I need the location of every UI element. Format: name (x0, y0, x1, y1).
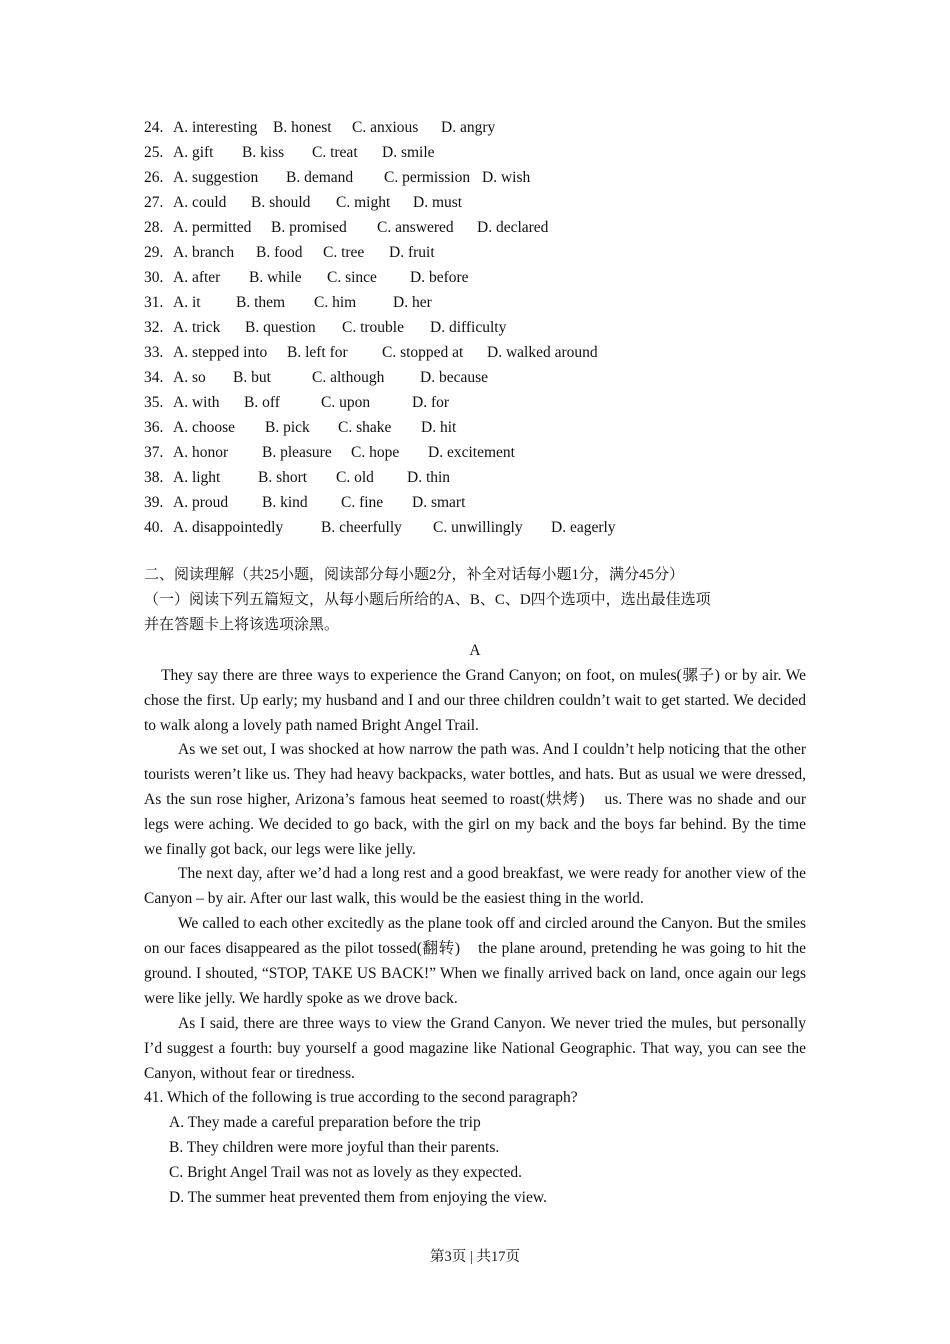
option-row-27: 27. A. could B. should C. might D. must (144, 194, 463, 211)
passage-paragraph-5: As I said, there are three ways to view the Grand Canyon. We never tried the mules, but personally I’d suggest a fourth: buy yourself a good magazine like National Geographic. That way, you can see the Canyon, without fear or tiredness. (144, 1015, 806, 1082)
option-row-37: 37. A. honor B. pleasure C. hope D. excitement (144, 444, 515, 461)
question-41-choice-a: A. They made a careful preparation before the trip (169, 1114, 481, 1131)
option-row-25: 25. A. gift B. kiss C. treat D. smile (144, 144, 435, 161)
option-row-28: 28. A. permitted B. promised C. answered D. declared (144, 219, 549, 236)
section-instruction-line1: （一）阅读下列五篇短文，从每小题后所给的A、B、C、D四个选项中，选出最佳选项 (144, 592, 711, 608)
page-footer: 第3页 | 共17页 (430, 1249, 520, 1265)
option-row-35: 35. A. with B. off C. upon D. for (144, 394, 450, 411)
option-row-26: 26. A. suggestion B. demand C. permission D. wish (144, 169, 531, 186)
section-instruction-line2: 并在答题卡上将该选项涂黑。 (144, 617, 340, 633)
option-row-31: 31. A. it B. them C. him D. her (144, 294, 432, 311)
option-row-30: 30. A. after B. while C. since D. before (144, 269, 469, 286)
passage-paragraph-3: The next day, after we’d had a long rest and a good breakfast, we were ready for another view of the Canyon – by air. After our last walk, this would be the easiest thing in the world. (144, 865, 806, 907)
passage-paragraph-2: As we set out, I was shocked at how narrow the path was. And I couldn’t help noticing that the other tourists weren’t like us. They had heavy backpacks, water bottles, and hats. But as usual we were dressed, As the sun rose higher, Arizona’s famous heat seemed to roast(烘烤) us. There was no shade and our legs were aching. We decided to go back, with the girl on my back and the boys far behind. By the time we finally got back, our legs were like jelly. (144, 741, 806, 858)
option-row-36: 36. A. choose B. pick C. shake D. hit (144, 419, 457, 436)
option-row-34: 34. A. so B. but C. although D. because (144, 369, 488, 386)
passage-paragraph-4: We called to each other excitedly as the plane took off and circled around the Canyon. But the smiles on our faces disappeared as the pilot tossed(翻转) the plane around, pretending he was going to hit the ground. I shouted, “STOP, TAKE US BACK!” When we finally arrived back on land, once again our legs were like jelly. We hardly spoke as we drove back. (144, 915, 806, 1007)
option-row-24: 24. A. interesting B. honest C. anxious D. angry (144, 119, 496, 136)
question-41-choice-c: C. Bright Angel Trail was not as lovely as they expected. (169, 1164, 523, 1181)
option-row-39: 39. A. proud B. kind C. fine D. smart (144, 494, 466, 511)
passage-label: A (469, 642, 481, 659)
option-row-40: 40. A. disappointedly B. cheerfully C. unwillingly D. eagerly (144, 519, 616, 536)
question-41-choice-b: B. They children were more joyful than their parents. (169, 1139, 500, 1156)
option-row-33: 33. A. stepped into B. left for C. stopped at D. walked around (144, 344, 598, 361)
option-row-38: 38. A. light B. short C. old D. thin (144, 469, 451, 486)
question-41-stem: 41. Which of the following is true according to the second paragraph? (144, 1089, 578, 1106)
section-heading: 二、阅读理解（共25小题，阅读部分每小题2分，补全对话每小题1分，满分45分） (144, 567, 685, 583)
option-row-32: 32. A. trick B. question C. trouble D. difficulty (144, 319, 507, 336)
passage-paragraph-1: They say there are three ways to experience the Grand Canyon; on foot, on mules(骡子) or by air. We chose the first. Up early; my husband and I and our three children couldn’t wait to get started. We decided to walk along a lovely path named Bright Angel Trail. (144, 667, 806, 734)
option-row-29: 29. A. branch B. food C. tree D. fruit (144, 244, 435, 261)
question-41-choice-d: D. The summer heat prevented them from enjoying the view. (169, 1189, 547, 1206)
